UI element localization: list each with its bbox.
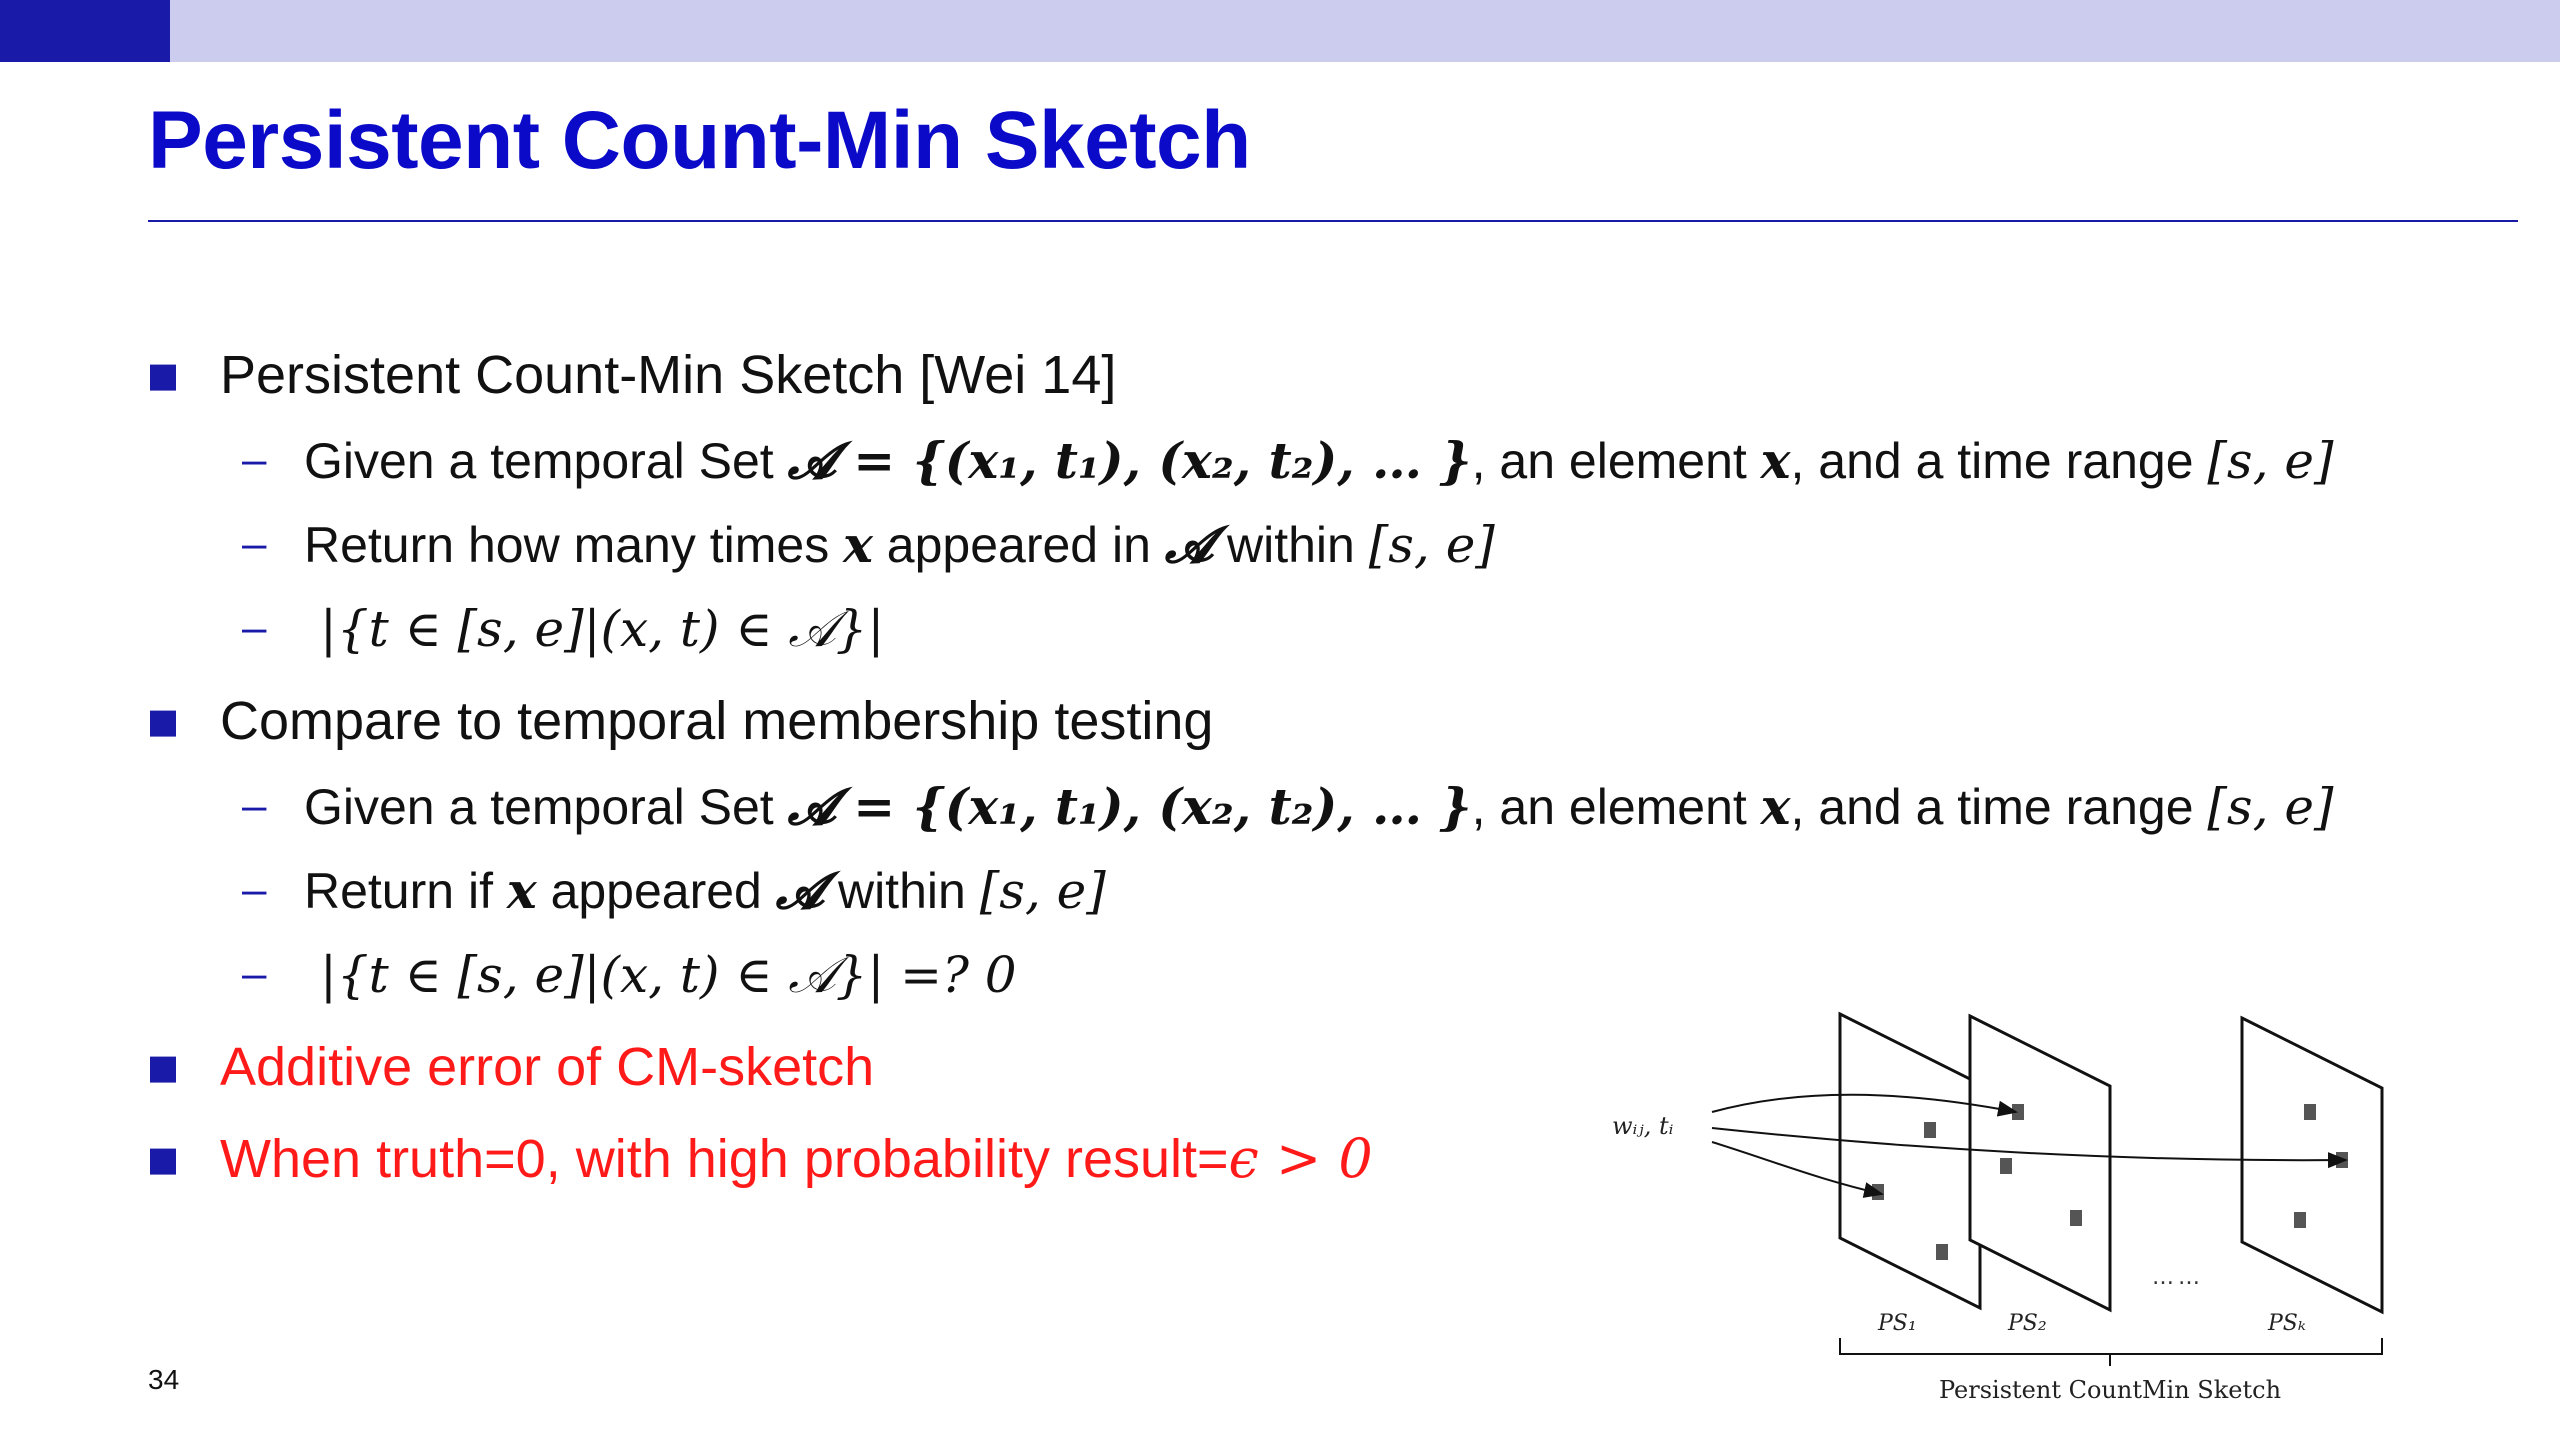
bullet-1-sub-2 xyxy=(242,515,1495,574)
formula: |{t ∈ [s, e]|(x, t) ∈ 𝒜}| xyxy=(320,600,885,658)
square-bullet-icon xyxy=(150,1057,176,1083)
bullet-2-text: Compare to temporal membership testing xyxy=(220,691,1214,751)
counter-cell xyxy=(2070,1210,2082,1226)
title-underline xyxy=(148,220,2518,222)
bullet-4 xyxy=(150,1127,1373,1190)
bullet-2 xyxy=(150,691,1214,751)
sub-bullet-text: Given a temporal Set 𝓐 = {(x₁, t₁), (x₂, t₂), … }, an element x, and a time range [s, e] xyxy=(304,777,2334,836)
sketch-panel-1 xyxy=(1840,1014,1980,1308)
dash-bullet-icon: – xyxy=(242,519,267,568)
panel-label-1: PS₁ xyxy=(1878,1311,1917,1336)
bullet-1-text: Persistent Count-Min Sketch [Wei 14] xyxy=(220,345,1117,405)
counter-cell xyxy=(1936,1244,1948,1260)
top-bar-accent xyxy=(0,0,170,62)
dash-bullet-icon: – xyxy=(242,603,267,652)
panel-label-2: PS₂ xyxy=(2008,1311,2047,1336)
page-number: 34 xyxy=(148,1364,180,1395)
bullet-4-text: When truth=0, with high probability result=ϵ > 0 xyxy=(220,1127,1373,1190)
dash-bullet-icon: – xyxy=(242,949,267,998)
panel-label-k: PSₖ xyxy=(2268,1311,2306,1336)
dash-bullet-icon: – xyxy=(242,865,267,914)
bullet-3 xyxy=(150,1037,875,1097)
top-bar xyxy=(0,0,2560,62)
counter-cell xyxy=(2294,1212,2306,1228)
bullet-1-sub-3 xyxy=(242,600,885,658)
bullet-1-sub-1 xyxy=(242,431,2334,490)
sub-bullet-text: Return if x appeared 𝓐 within [s, e] xyxy=(304,861,1106,920)
sketch-panel-2 xyxy=(1970,1016,2110,1310)
ellipsis: …… xyxy=(2152,1265,2204,1290)
formula: |{t ∈ [s, e]|(x, t) ∈ 𝒜}| =? 0 xyxy=(320,946,1017,1004)
persistent-cm-sketch-diagram xyxy=(1600,1000,2400,1420)
square-bullet-icon xyxy=(150,1149,176,1175)
counter-cell xyxy=(1924,1122,1936,1138)
square-bullet-icon xyxy=(150,711,176,737)
sub-bullet-text: Given a temporal Set 𝓐 = {(x₁, t₁), (x₂, t₂), … }, an element x, and a time range [s, e] xyxy=(304,431,2334,490)
bullet-2-sub-2 xyxy=(242,861,1106,920)
slide-title: Persistent Count-Min Sketch xyxy=(148,95,1251,186)
input-label: wᵢⱼ, tᵢ xyxy=(1612,1112,1674,1140)
counter-cell xyxy=(2304,1104,2316,1120)
square-bullet-icon xyxy=(150,365,176,391)
figure-caption: Persistent CountMin Sketch xyxy=(1938,1376,2282,1404)
dash-bullet-icon: – xyxy=(242,435,267,484)
grouping-brace xyxy=(1840,1338,2382,1366)
dash-bullet-icon: – xyxy=(242,781,267,830)
bullet-1 xyxy=(150,345,1117,405)
bullet-3-text: Additive error of CM-sketch xyxy=(220,1037,875,1097)
sketch-panel-k xyxy=(2242,1018,2382,1312)
bullet-2-sub-1 xyxy=(242,777,2334,836)
counter-cell xyxy=(2000,1158,2012,1174)
bullet-2-sub-3 xyxy=(242,946,1017,1004)
sub-bullet-text: Return how many times x appeared in 𝓐 within [s, e] xyxy=(304,515,1495,574)
